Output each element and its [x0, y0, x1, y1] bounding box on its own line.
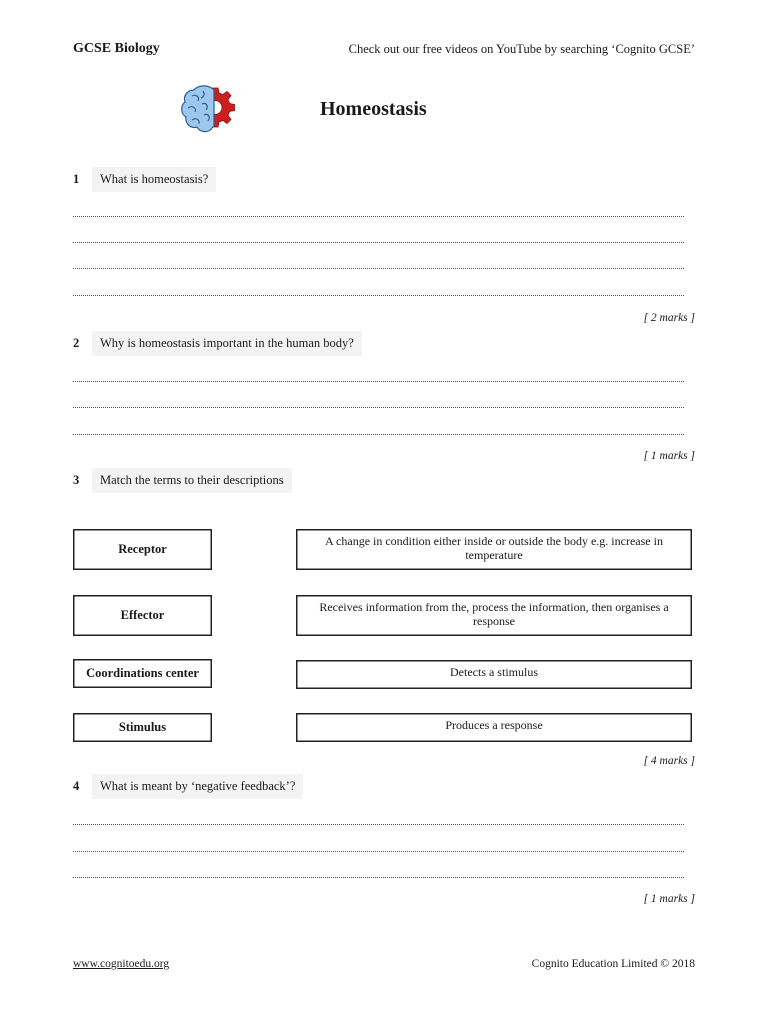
page-title: Homeostasis	[320, 98, 427, 120]
term-effector[interactable]: Effector	[73, 595, 212, 636]
term-stimulus[interactable]: Stimulus	[73, 713, 212, 742]
youtube-promo: Check out our free videos on YouTube by searching ‘Cognito GCSE’	[348, 42, 695, 56]
question-4-marks: [ 1 marks ]	[643, 893, 695, 905]
question-3-marks: [ 4 marks ]	[643, 755, 695, 767]
question-4-text: What is meant by ‘negative feedback’?	[92, 774, 303, 799]
question-2-marks: [ 1 marks ]	[643, 450, 695, 462]
copyright-notice: Cognito Education Limited © 2018	[531, 958, 695, 970]
answer-line-2-1[interactable]	[73, 381, 684, 382]
term-receptor[interactable]: Receptor	[73, 529, 212, 570]
answer-line-1-2[interactable]	[73, 242, 684, 243]
answer-line-1-3[interactable]	[73, 268, 684, 269]
description-2[interactable]: Receives information from the, process the information, then organises a response	[296, 595, 692, 636]
question-2-text: Why is homeostasis important in the human body?	[92, 331, 362, 356]
answer-line-4-2[interactable]	[73, 851, 684, 852]
description-4[interactable]: Produces a response	[296, 713, 692, 742]
question-3-text: Match the terms to their descriptions	[92, 468, 292, 493]
website-link[interactable]: www.cognitoedu.org	[73, 958, 170, 970]
term-coordination-center[interactable]: Coordinations center	[73, 659, 212, 688]
answer-line-4-3[interactable]	[73, 877, 684, 878]
question-3-number: 3	[73, 473, 80, 487]
description-1[interactable]: A change in condition either inside or outside the body e.g. increase in temperature	[296, 529, 692, 570]
question-1-number: 1	[73, 172, 80, 186]
question-1-marks: [ 2 marks ]	[643, 312, 695, 324]
question-1-text: What is homeostasis?	[92, 167, 216, 192]
question-2-number: 2	[73, 336, 80, 350]
subject-label: GCSE Biology	[73, 41, 160, 56]
brain-gear-icon	[178, 82, 242, 142]
answer-line-1-1[interactable]	[73, 216, 684, 217]
brain-shape	[182, 86, 214, 132]
description-3[interactable]: Detects a stimulus	[296, 660, 692, 689]
answer-line-2-3[interactable]	[73, 434, 684, 435]
answer-line-4-1[interactable]	[73, 824, 684, 825]
question-4-number: 4	[73, 779, 80, 793]
answer-line-2-2[interactable]	[73, 407, 684, 408]
answer-line-1-4[interactable]	[73, 295, 684, 296]
